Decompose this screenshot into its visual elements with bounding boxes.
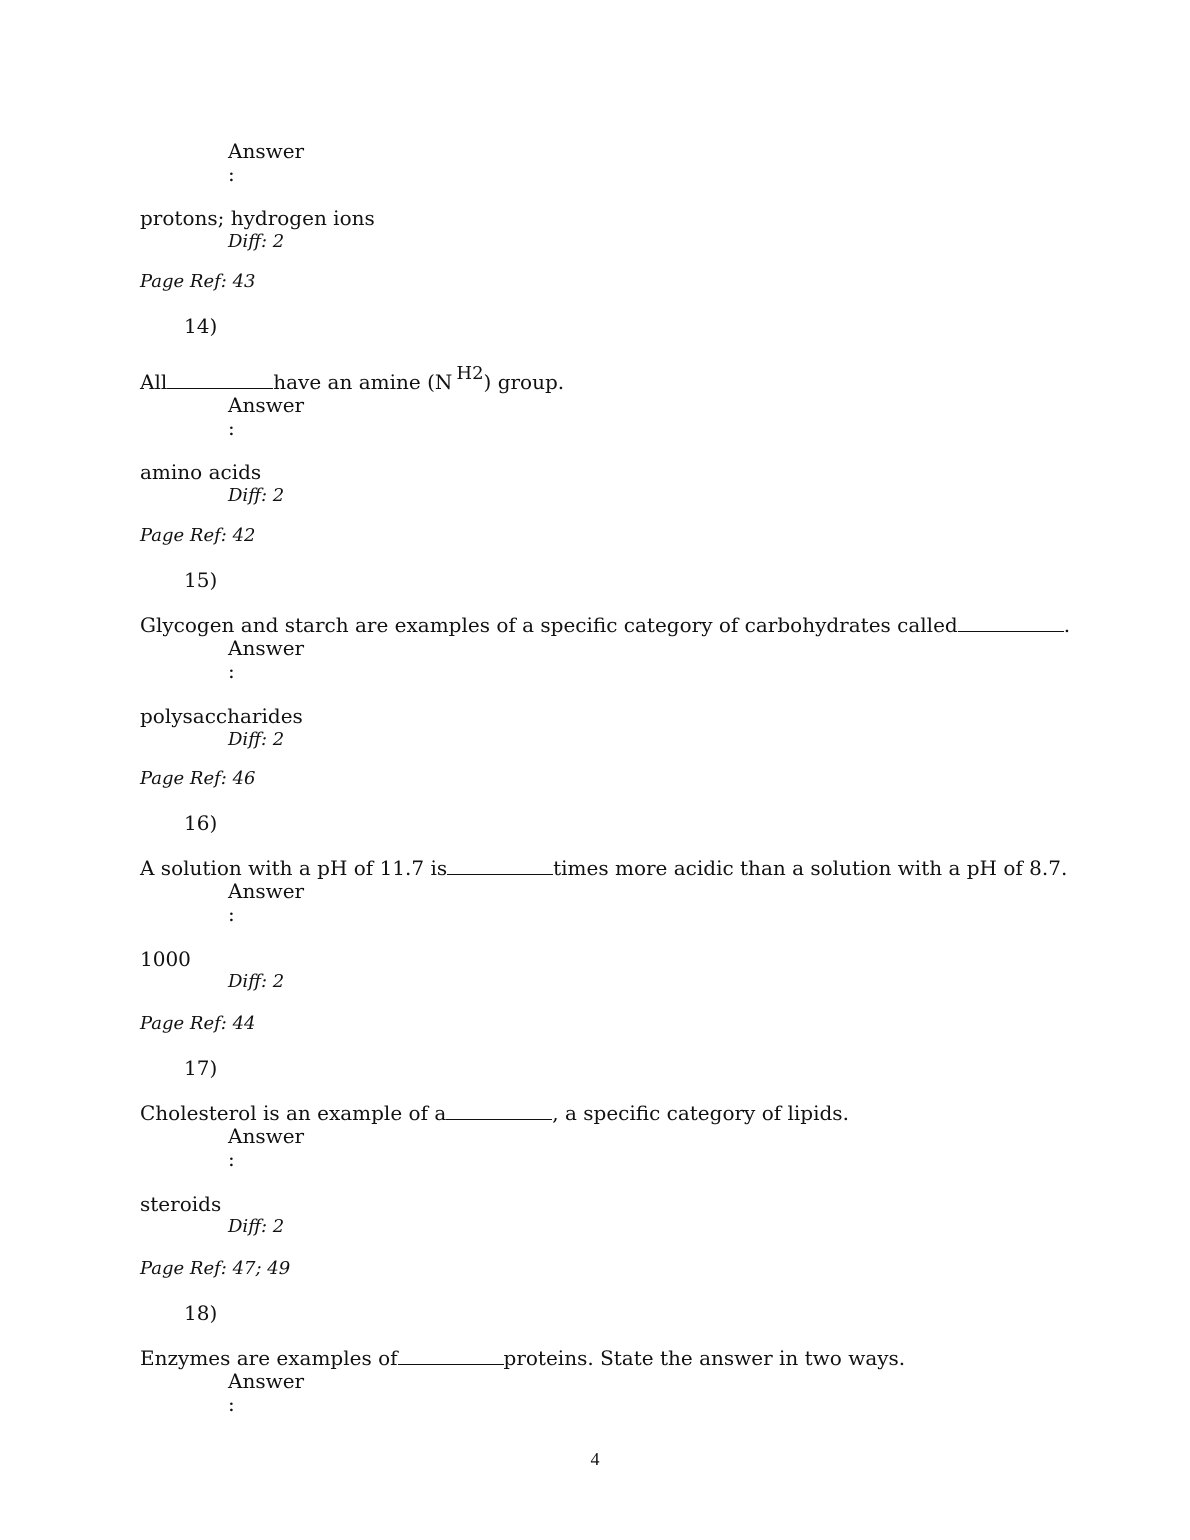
answer-colon: : [228, 902, 235, 926]
question-text-before: Enzymes are examples of [140, 1346, 398, 1370]
difficulty: Diff: 2 [228, 231, 285, 252]
question-text [140, 856, 1067, 880]
question-text-before: A solution with a pH of 11.7 is [140, 856, 448, 880]
question-text [140, 1346, 905, 1370]
answer-label: Answer [228, 139, 305, 163]
question-text-after: . [1063, 613, 1071, 637]
answer-text: 1000 [140, 947, 191, 971]
question-text-after: times more acidic than a solution with a pH of 8.7. [553, 856, 1068, 880]
answer-text: polysaccharides [140, 704, 303, 728]
page-ref: Page Ref: 42 [140, 525, 256, 546]
answer-colon: : [228, 1392, 235, 1416]
difficulty: Diff: 2 [228, 971, 285, 992]
page-ref: Page Ref: 47; 49 [140, 1258, 291, 1279]
question-text-after: have an amine (N [273, 370, 453, 394]
fill-in-blank [446, 1101, 552, 1120]
question-text-before: Glycogen and starch are examples of a specific category of carbohydrates called [140, 613, 958, 637]
question-number: 17) [184, 1056, 218, 1080]
question-text-after: , a specific category of lipids. [552, 1101, 849, 1125]
question-number: 16) [184, 811, 218, 835]
answer-text: steroids [140, 1192, 222, 1216]
answer-text: amino acids [140, 460, 262, 484]
question-number: 14) [184, 314, 218, 338]
question-number: 18) [184, 1301, 218, 1325]
question-text [140, 363, 565, 396]
question-text-end: ) group. [483, 370, 565, 394]
answer-colon: : [228, 162, 235, 186]
question-text-after: proteins. State the answer in two ways. [503, 1346, 906, 1370]
question-text [140, 613, 1070, 637]
fill-in-blank [398, 1346, 504, 1365]
superscript: H2 [456, 363, 484, 384]
answer-colon: : [228, 659, 235, 683]
difficulty: Diff: 2 [228, 1216, 285, 1237]
difficulty: Diff: 2 [228, 485, 285, 506]
fill-in-blank [447, 856, 553, 875]
page-ref: Page Ref: 46 [140, 768, 256, 789]
page-number: 4 [590, 1449, 600, 1469]
question-text-before: All [140, 370, 168, 394]
answer-label: Answer [228, 1369, 305, 1393]
answer-label: Answer [228, 879, 305, 903]
answer-label: Answer [228, 393, 305, 417]
difficulty: Diff: 2 [228, 729, 285, 750]
page-ref: Page Ref: 44 [140, 1013, 256, 1034]
answer-colon: : [228, 416, 235, 440]
answer-label: Answer [228, 1124, 305, 1148]
answer-colon: : [228, 1147, 235, 1171]
fill-in-blank [167, 370, 273, 389]
answer-label: Answer [228, 636, 305, 660]
question-text-before: Cholesterol is an example of a [140, 1101, 447, 1125]
answer-text: protons; hydrogen ions [140, 206, 375, 230]
question-text [140, 1101, 849, 1125]
question-number: 15) [184, 568, 218, 592]
page-ref: Page Ref: 43 [140, 271, 256, 292]
fill-in-blank [958, 613, 1064, 632]
